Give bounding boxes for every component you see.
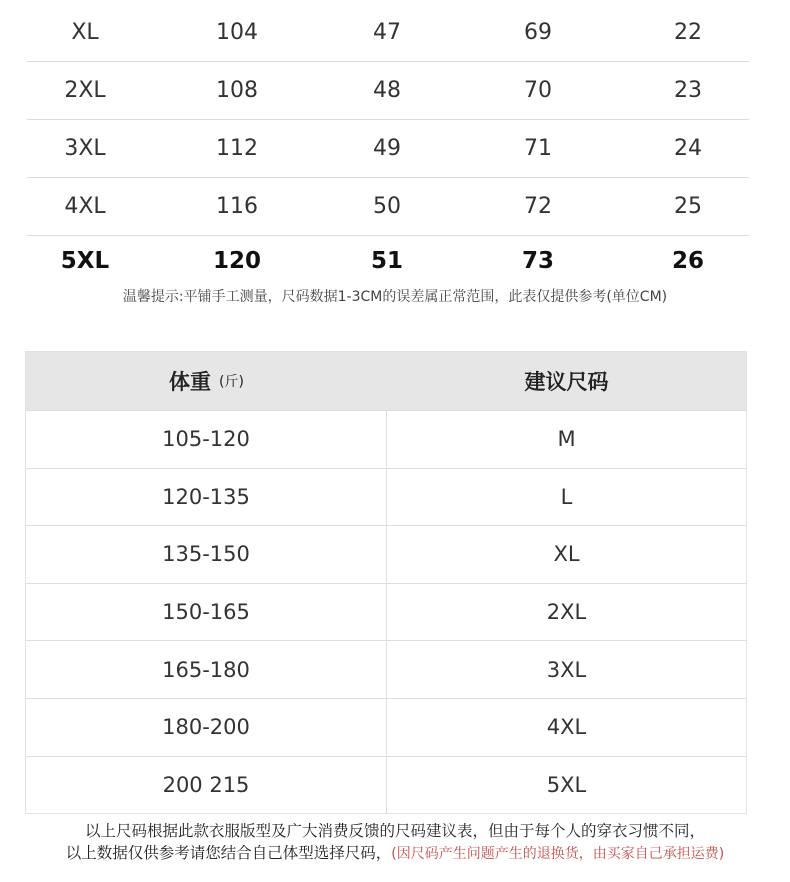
weight-unit-label: (斤) (219, 374, 244, 390)
table-row (27, 4, 749, 62)
footer-line-2-text: 以上数据仅供参考请您结合自己体型选择尺码， (65, 844, 392, 862)
measurement-value: 25 (674, 194, 702, 219)
measurement-value: 70 (524, 78, 552, 103)
table-row (27, 120, 749, 178)
measurement-tip: 温馨提示:平铺手工测量，尺码数据1-3CM的误差属正常范围，此表仅提供参考(单位CM) (122, 289, 668, 305)
weight-column-header (26, 352, 387, 410)
footer-line-2 (0, 842, 790, 865)
weight-range: 120-135 (26, 469, 387, 526)
suggested-size: L (560, 484, 573, 509)
suggested-size: 3XL (546, 657, 587, 682)
weight-range: 200 215 (26, 757, 387, 814)
measurement-value: 108 (216, 78, 258, 103)
table-row (27, 178, 749, 236)
measurement-value: 116 (216, 194, 258, 219)
measurement-value: 23 (674, 78, 702, 103)
measurement-value: 47 (373, 20, 401, 45)
measurement-value: 51 (370, 248, 403, 274)
measurement-value: 120 (212, 248, 261, 274)
measurement-value: 73 (521, 248, 554, 274)
table-row (26, 640, 746, 698)
table-row (27, 62, 749, 120)
weight-range: 150-165 (26, 584, 387, 641)
measurement-value: 48 (373, 78, 401, 103)
size-label: 2XL (64, 78, 106, 103)
measurement-value: 22 (674, 20, 702, 45)
suggested-size: XL (553, 542, 580, 567)
suggested-size: 5XL (546, 772, 587, 797)
measurement-value: 71 (524, 136, 552, 161)
measurement-value: 112 (216, 136, 258, 161)
size-label: 5XL (60, 248, 110, 274)
measurement-value: 24 (674, 136, 702, 161)
suggested-size: 2XL (546, 600, 587, 625)
table-row (26, 698, 746, 756)
table-row (26, 410, 746, 468)
size-label: 4XL (64, 194, 106, 219)
table-header (26, 352, 746, 410)
suggested-size: 4XL (546, 715, 587, 740)
weight-range: 135-150 (26, 526, 387, 583)
footer-line-1: 以上尺码根据此款衣服版型及广大消费反馈的尺码建议表，但由于每个人的穿衣习惯不同， (84, 822, 705, 840)
weight-size-table (25, 351, 747, 814)
size-label: 3XL (64, 136, 106, 161)
weight-range: 165-180 (26, 641, 387, 698)
measurement-value: 26 (671, 248, 704, 274)
table-row (27, 236, 749, 286)
weight-header-label: 体重 (169, 370, 212, 394)
footer-note (0, 820, 790, 865)
table-row (26, 525, 746, 583)
return-policy-note: (因尺码产生问题产生的退换货，由买家自己承担运费) (391, 846, 725, 862)
measurement-value: 104 (216, 20, 258, 45)
size-column-header: 建议尺码 (524, 370, 609, 394)
table-row (26, 583, 746, 641)
measurement-value: 50 (373, 194, 401, 219)
weight-range: 105-120 (26, 411, 387, 468)
weight-range: 180-200 (26, 699, 387, 756)
size-label: XL (71, 20, 99, 45)
measurement-value: 72 (524, 194, 552, 219)
table-row (26, 468, 746, 526)
size-measurement-table (27, 4, 749, 286)
measurement-value: 49 (373, 136, 401, 161)
measurement-value: 69 (524, 20, 552, 45)
suggested-size: M (557, 427, 576, 452)
table-row (26, 756, 746, 814)
